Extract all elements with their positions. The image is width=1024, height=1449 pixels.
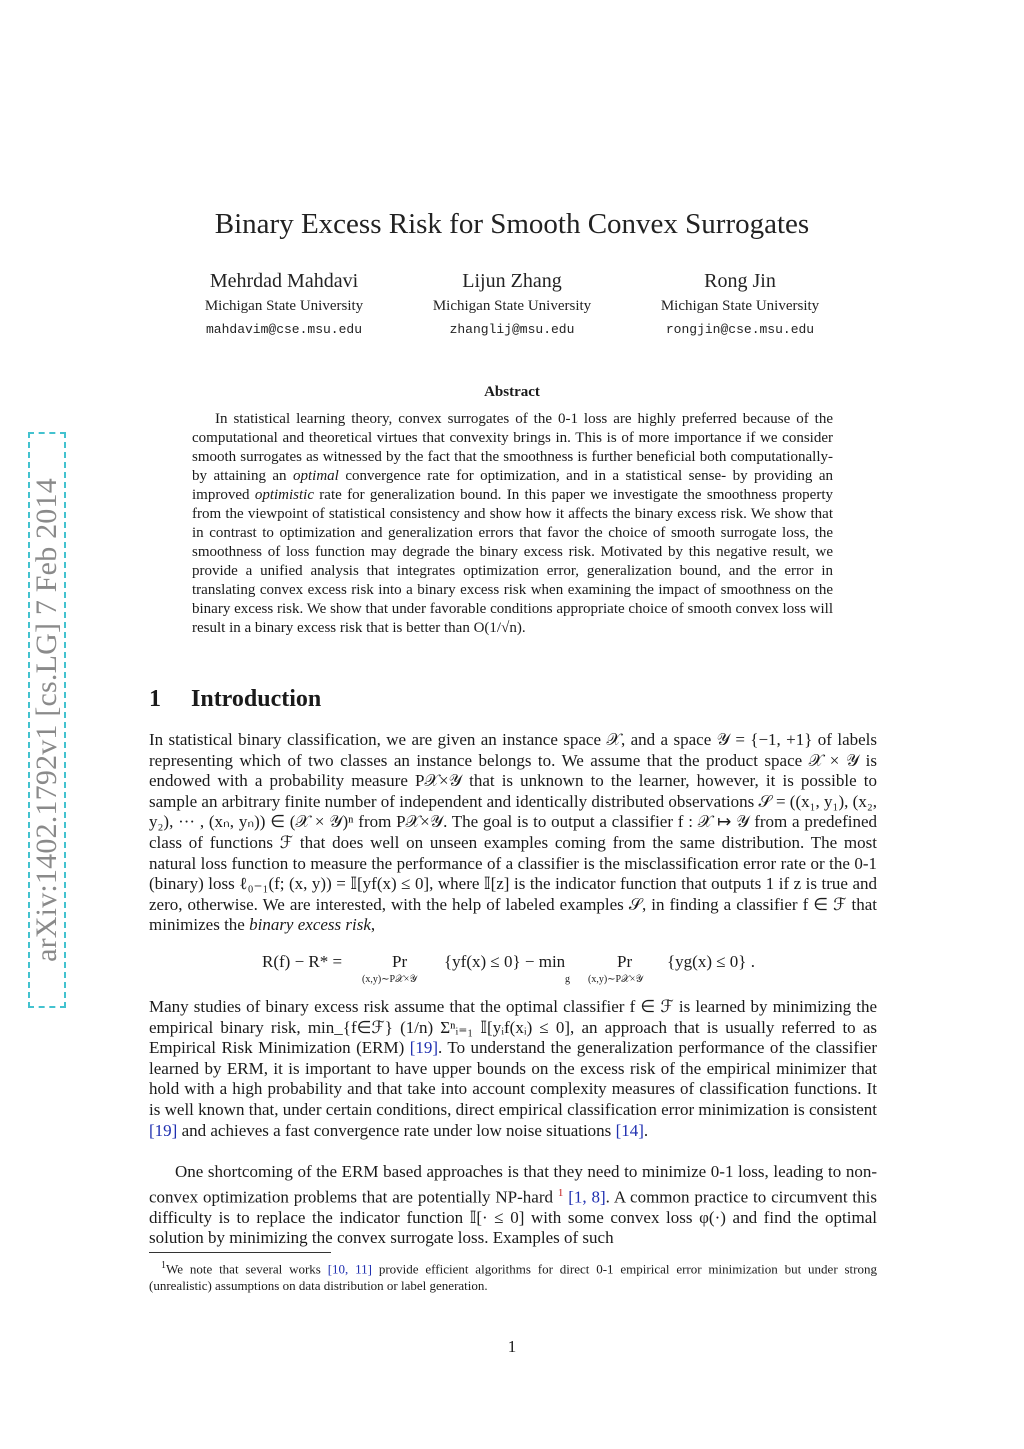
author-affiliation: Michigan State University xyxy=(204,298,364,314)
author-block xyxy=(625,268,855,342)
author-affiliation: Michigan State University xyxy=(432,298,592,314)
footnote: $^1$We note that several works [10, 11] provide efficient algorithms for direct 0-1 empirical error minimization but under strong (unrealistic) assumptions on data distribution or label generation. xyxy=(149,1260,877,1294)
abstract-text: In statistical learning theory, convex surrogates of the 0-1 loss are highly preferred because of the computational and theoretical virtues that convexity brings in. This is of more importance if we consider smooth surrogates as witnessed by the fact that the smoothness is further beneficial both computationally- by attaining an optimal convergence rate for optimization, and in a statistical sense- by providing an improved optimistic rate for generalization bound. In this paper we investigate the smoothness property from the viewpoint of statistical consistency and show how it affects the binary excess risk. We show that in contrast to optimization and generalization errors that favor the choice of smooth surrogate loss, the smoothness of loss function may degrade the binary excess risk. Motivated by this negative result, we provide a unified analysis that integrates optimization error, generalization bound, and the error in translating convex excess risk into a binary excess risk when examining the impact of smoothness on the binary excess risk. We show that under favorable conditions appropriate choice of smooth convex loss will result in a binary excess risk that is better than O(1/√n). xyxy=(192,411,833,636)
arxiv-stamp: arXiv:1402.1792v1 [cs.LG] 7 Feb 2014 xyxy=(30,478,63,962)
author-name: Rong Jin xyxy=(704,270,776,292)
abstract-heading: Abstract xyxy=(484,384,540,400)
paragraph: Many studies of binary excess risk assume that the optimal classifier f ∈ ℱ is learned by minimizing the empirical binary risk, min_{f∈ℱ} (1/n) Σⁿᵢ₌₁ 𝕀[yᵢf(xᵢ) ≤ 0], an approach that is usually referred to as Empirical Risk Minimization (ERM) [19]. To understand the generalization performance of the classifier learned by ERM, it is important to have upper bounds on the excess risk of the empirical minimizer that hold with a high probability and that take into account complexity measures of classification functions. It is well known that, under certain conditions, direct empirical classification error minimization is consistent [19] and achieves a fast convergence rate under low noise situations [14]. xyxy=(149,997,877,1140)
section-number: 1 xyxy=(149,686,161,712)
author-email: rongjin@cse.msu.edu xyxy=(665,322,815,337)
citation-link: [10, 11] xyxy=(327,1261,372,1277)
author-block xyxy=(169,268,399,342)
section-title: Introduction xyxy=(191,686,322,712)
author-block xyxy=(397,268,627,342)
citation-link: [19] xyxy=(409,1038,439,1058)
paragraph: One shortcoming of the ERM based approaches is that they need to minimize 0-1 loss, leading to non-convex optimization problems that are potentially NP-hard $^1$ [1, 8]. A common practice to circumvent this difficulty is to replace the indicator function 𝕀[· ≤ 0] with some convex loss φ(·) and find the optimal solution by minimizing the convex surrogate loss. Examples of such xyxy=(149,1162,877,1248)
paper-title: Binary Excess Risk for Smooth Convex Surrogates xyxy=(214,208,810,240)
author-email: mahdavim@cse.msu.edu xyxy=(205,322,363,337)
page-number: 1 xyxy=(507,1337,517,1356)
citation-link: [1, 8] xyxy=(568,1187,606,1207)
footnote-ref: 1 xyxy=(557,1186,564,1199)
paragraph: In statistical binary classification, we are given an instance space 𝒳, and a space 𝒴 = {−1, +1} of labels representing which of two classes an instance belongs to. We assume that the product space 𝒳 × 𝒴 is endowed with a probability measure P𝒳×𝒴 that is unknown to the learner, however, it is possible to sample an arbitrary finite number of independent and identically distributed observations 𝒮 = ((x₁, y₁), (x₂, y₂), ··· , (xₙ, yₙ)) ∈ (𝒳 × 𝒴)ⁿ from P𝒳×𝒴. The goal is to output a classifier f : 𝒳 ↦ 𝒴 from a predefined class of functions ℱ that does well on unseen examples coming from the same distribution. The most natural loss function to measure the performance of a classifier is the misclassification error rate or the 0-1 (binary) loss ℓ₀₋₁(f; (x, y)) = 𝕀[yf(x) ≤ 0], where 𝕀[z] is the indicator function that outputs 1 if z is true and zero, otherwise. We are interested, with the help of labeled examples 𝒮, in finding a classifier f ∈ ℱ that minimizes the binary excess risk, xyxy=(149,730,877,935)
section-heading xyxy=(149,686,321,713)
citation-link: [14] xyxy=(615,1120,644,1140)
citation-link: [19] xyxy=(149,1120,178,1140)
excess-risk-equation: R(f) − R* = Pr (x,y)∼P𝒳×𝒴 {yf(x) ≤ 0} − min g Pr (x,y)∼P𝒳×𝒴 {yg(x) ≤ 0} . xyxy=(262,952,755,985)
rate-math: O(1/√n) xyxy=(473,620,522,636)
author-name: Mehrdad Mahdavi xyxy=(209,270,359,292)
author-affiliation: Michigan State University xyxy=(660,298,820,314)
author-email: zhanglij@msu.edu xyxy=(449,322,575,337)
footnote-rule xyxy=(149,1252,331,1253)
author-name: Lijun Zhang xyxy=(462,270,562,292)
